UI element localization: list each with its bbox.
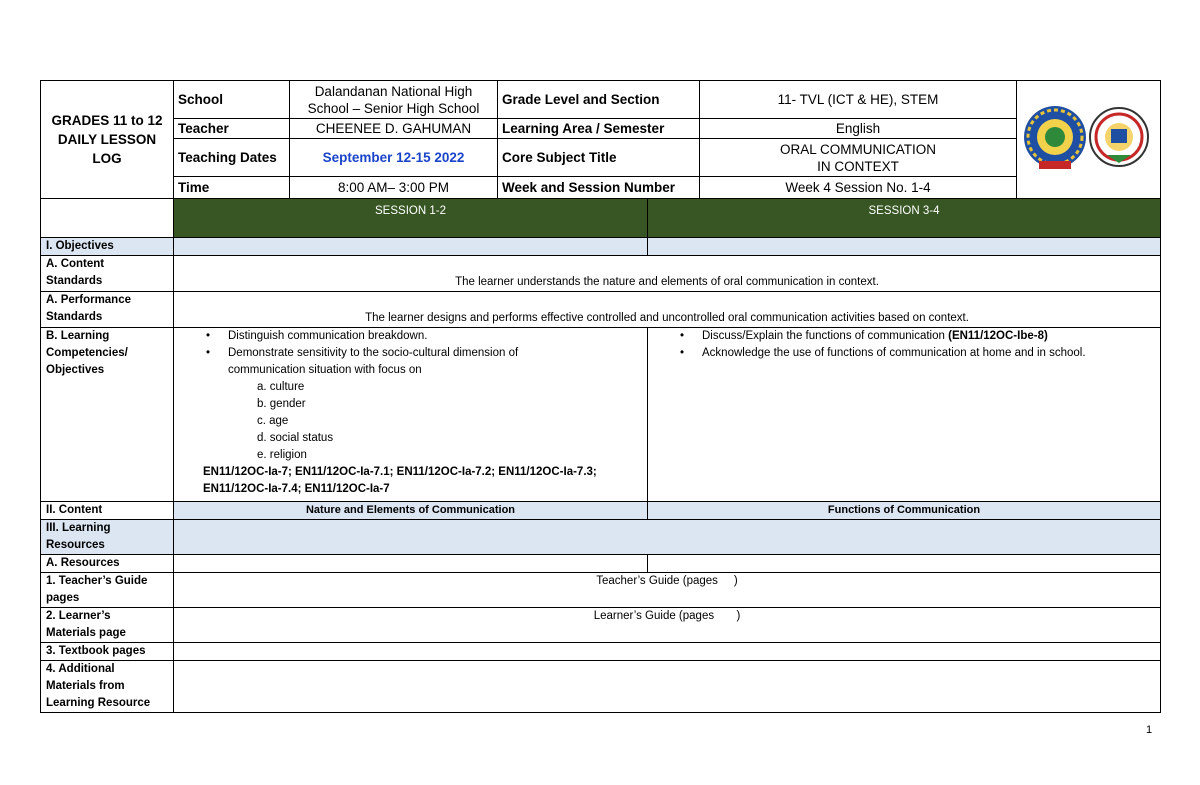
- dates-label: Teaching Dates: [174, 139, 290, 177]
- content-standards-label-line1: A. Content: [46, 258, 105, 270]
- session-1-2-header: SESSION 1-2: [174, 199, 648, 238]
- header-table: [40, 80, 1161, 199]
- performance-standards-label: [41, 292, 174, 328]
- list-item: [206, 345, 643, 379]
- resources-s2: [648, 555, 1161, 573]
- school-value: [290, 81, 498, 119]
- sub-item-religion: e. religion: [257, 449, 307, 461]
- time-label: Time: [174, 177, 290, 199]
- time-value: 8:00 AM– 3:00 PM: [290, 177, 498, 199]
- school-logos: [1019, 83, 1159, 193]
- bullet-icon: •: [206, 347, 211, 359]
- dates-value: September 12-15 2022: [290, 139, 498, 177]
- performance-standards-label-line1: A. Performance: [46, 294, 132, 306]
- grade-value: 11- TVL (ICT & HE), STEM: [700, 81, 1017, 119]
- additional-materials-label: [41, 661, 174, 713]
- objectives-s1: [174, 238, 648, 256]
- competencies-label-line1: B. Learning: [46, 330, 110, 342]
- grade-label: Grade Level and Section: [498, 81, 700, 119]
- content-standards-value: The learner understands the nature and elements of oral communication in context.: [174, 256, 1161, 292]
- learning-resources-label: [41, 520, 174, 555]
- sub-item-culture: a. culture: [257, 381, 305, 393]
- bullet-icon: •: [680, 330, 685, 342]
- performance-standards-label-line2: Standards: [46, 311, 103, 323]
- competencies-s2-list: [652, 328, 1156, 362]
- session-header-blank: [41, 199, 174, 238]
- content-s2: Functions of Communication: [648, 502, 1161, 520]
- additional-materials-label-line3: Learning Resource: [46, 697, 151, 709]
- subject-value: [700, 139, 1017, 177]
- list-item-text: Acknowledge the use of functions of communication at home and in school.: [702, 347, 1086, 359]
- additional-materials-label-line2: Materials from: [46, 680, 125, 692]
- session-3-4-header: SESSION 3-4: [648, 199, 1161, 238]
- list-item: [680, 345, 1156, 362]
- teachers-guide-label-line1: 1. Teacher’s Guide: [46, 575, 148, 587]
- competencies-s1: [174, 328, 648, 502]
- subject-value-line1: ORAL COMMUNICATION: [779, 141, 936, 157]
- sub-item-social-status: d. social status: [257, 432, 334, 444]
- learning-resources-label-line1: III. Learning: [46, 522, 111, 534]
- page-number: 1: [1146, 724, 1153, 736]
- list-item-text: Distinguish communication breakdown.: [228, 330, 428, 342]
- competencies-s2: [648, 328, 1161, 502]
- additional-materials-value: [174, 661, 1161, 713]
- week-label: Week and Session Number: [498, 177, 700, 199]
- week-value: Week 4 Session No. 1-4: [700, 177, 1017, 199]
- area-label: Learning Area / Semester: [498, 119, 700, 139]
- division-logo-icon: [1090, 108, 1148, 166]
- learners-materials-label: [41, 608, 174, 643]
- list-item: [680, 328, 1156, 345]
- performance-standards-value: The learner designs and performs effective controlled and uncontrolled oral communication activities based on context.: [174, 292, 1161, 328]
- lesson-log-title-line2: DAILY LESSON LOG: [57, 132, 157, 166]
- school-label: School: [174, 81, 290, 119]
- logos-cell: [1017, 81, 1161, 199]
- competency-code: (EN11/12OC-Ibe-8): [948, 330, 1048, 342]
- resources-label: A. Resources: [41, 555, 174, 573]
- sub-item-gender: b. gender: [257, 398, 306, 410]
- list-item-text: Discuss/Explain the functions of communication: [702, 330, 945, 342]
- teacher-label: Teacher: [174, 119, 290, 139]
- additional-materials-label-line1: 4. Additional: [46, 663, 115, 675]
- teachers-guide-label: [41, 573, 174, 608]
- school-logo-icon: [1024, 106, 1086, 169]
- competency-codes-line2: EN11/12OC-Ia-7.4; EN11/12OC-Ia-7: [203, 483, 390, 495]
- teacher-value: CHEENEE D. GAHUMAN: [290, 119, 498, 139]
- competencies-s1-list: [178, 328, 643, 379]
- list-item-text: Demonstrate sensitivity to the socio-cultural dimension of: [228, 347, 519, 359]
- bullet-icon: •: [206, 330, 211, 342]
- learning-resources-value: [174, 520, 1161, 555]
- learning-resources-label-line2: Resources: [46, 539, 105, 551]
- competencies-label: [41, 328, 174, 502]
- textbook-pages-label: 3. Textbook pages: [41, 643, 174, 661]
- list-item-text: communication situation with focus on: [228, 364, 422, 376]
- content-standards-label: [41, 256, 174, 292]
- learners-materials-value: Learner’s Guide (pages ): [174, 608, 1161, 643]
- resources-s1: [174, 555, 648, 573]
- lesson-log-title: [41, 81, 174, 199]
- bullet-icon: •: [680, 347, 685, 359]
- objectives-label: I. Objectives: [41, 238, 174, 256]
- school-value-line2: School – Senior High School: [307, 100, 480, 116]
- competencies-label-line3: Objectives: [46, 364, 105, 376]
- objectives-s2: [648, 238, 1161, 256]
- school-value-line1: Dalandanan National High: [314, 83, 473, 99]
- competency-codes-line1: EN11/12OC-Ia-7; EN11/12OC-Ia-7.1; EN11/12OC-Ia-7.2; EN11/12OC-Ia-7.3;: [203, 466, 597, 478]
- subject-value-line2: IN CONTEXT: [817, 158, 899, 174]
- textbook-pages-value: [174, 643, 1161, 661]
- list-item: [206, 328, 643, 345]
- lesson-table: [40, 198, 1161, 713]
- teachers-guide-value: Teacher’s Guide (pages ): [174, 573, 1161, 608]
- content-standards-label-line2: Standards: [46, 275, 103, 287]
- sub-item-age: c. age: [257, 415, 289, 427]
- area-value: English: [700, 119, 1017, 139]
- teachers-guide-label-line2: pages: [46, 592, 80, 604]
- content-label: II. Content: [41, 502, 174, 520]
- learners-materials-label-line2: Materials page: [46, 627, 126, 639]
- content-s1: Nature and Elements of Communication: [174, 502, 648, 520]
- subject-label: Core Subject Title: [498, 139, 700, 177]
- competencies-label-line2: Competencies/: [46, 347, 128, 359]
- lesson-log-title-line1: GRADES 11 to 12: [51, 113, 163, 128]
- learners-materials-label-line1: 2. Learner’s: [46, 610, 111, 622]
